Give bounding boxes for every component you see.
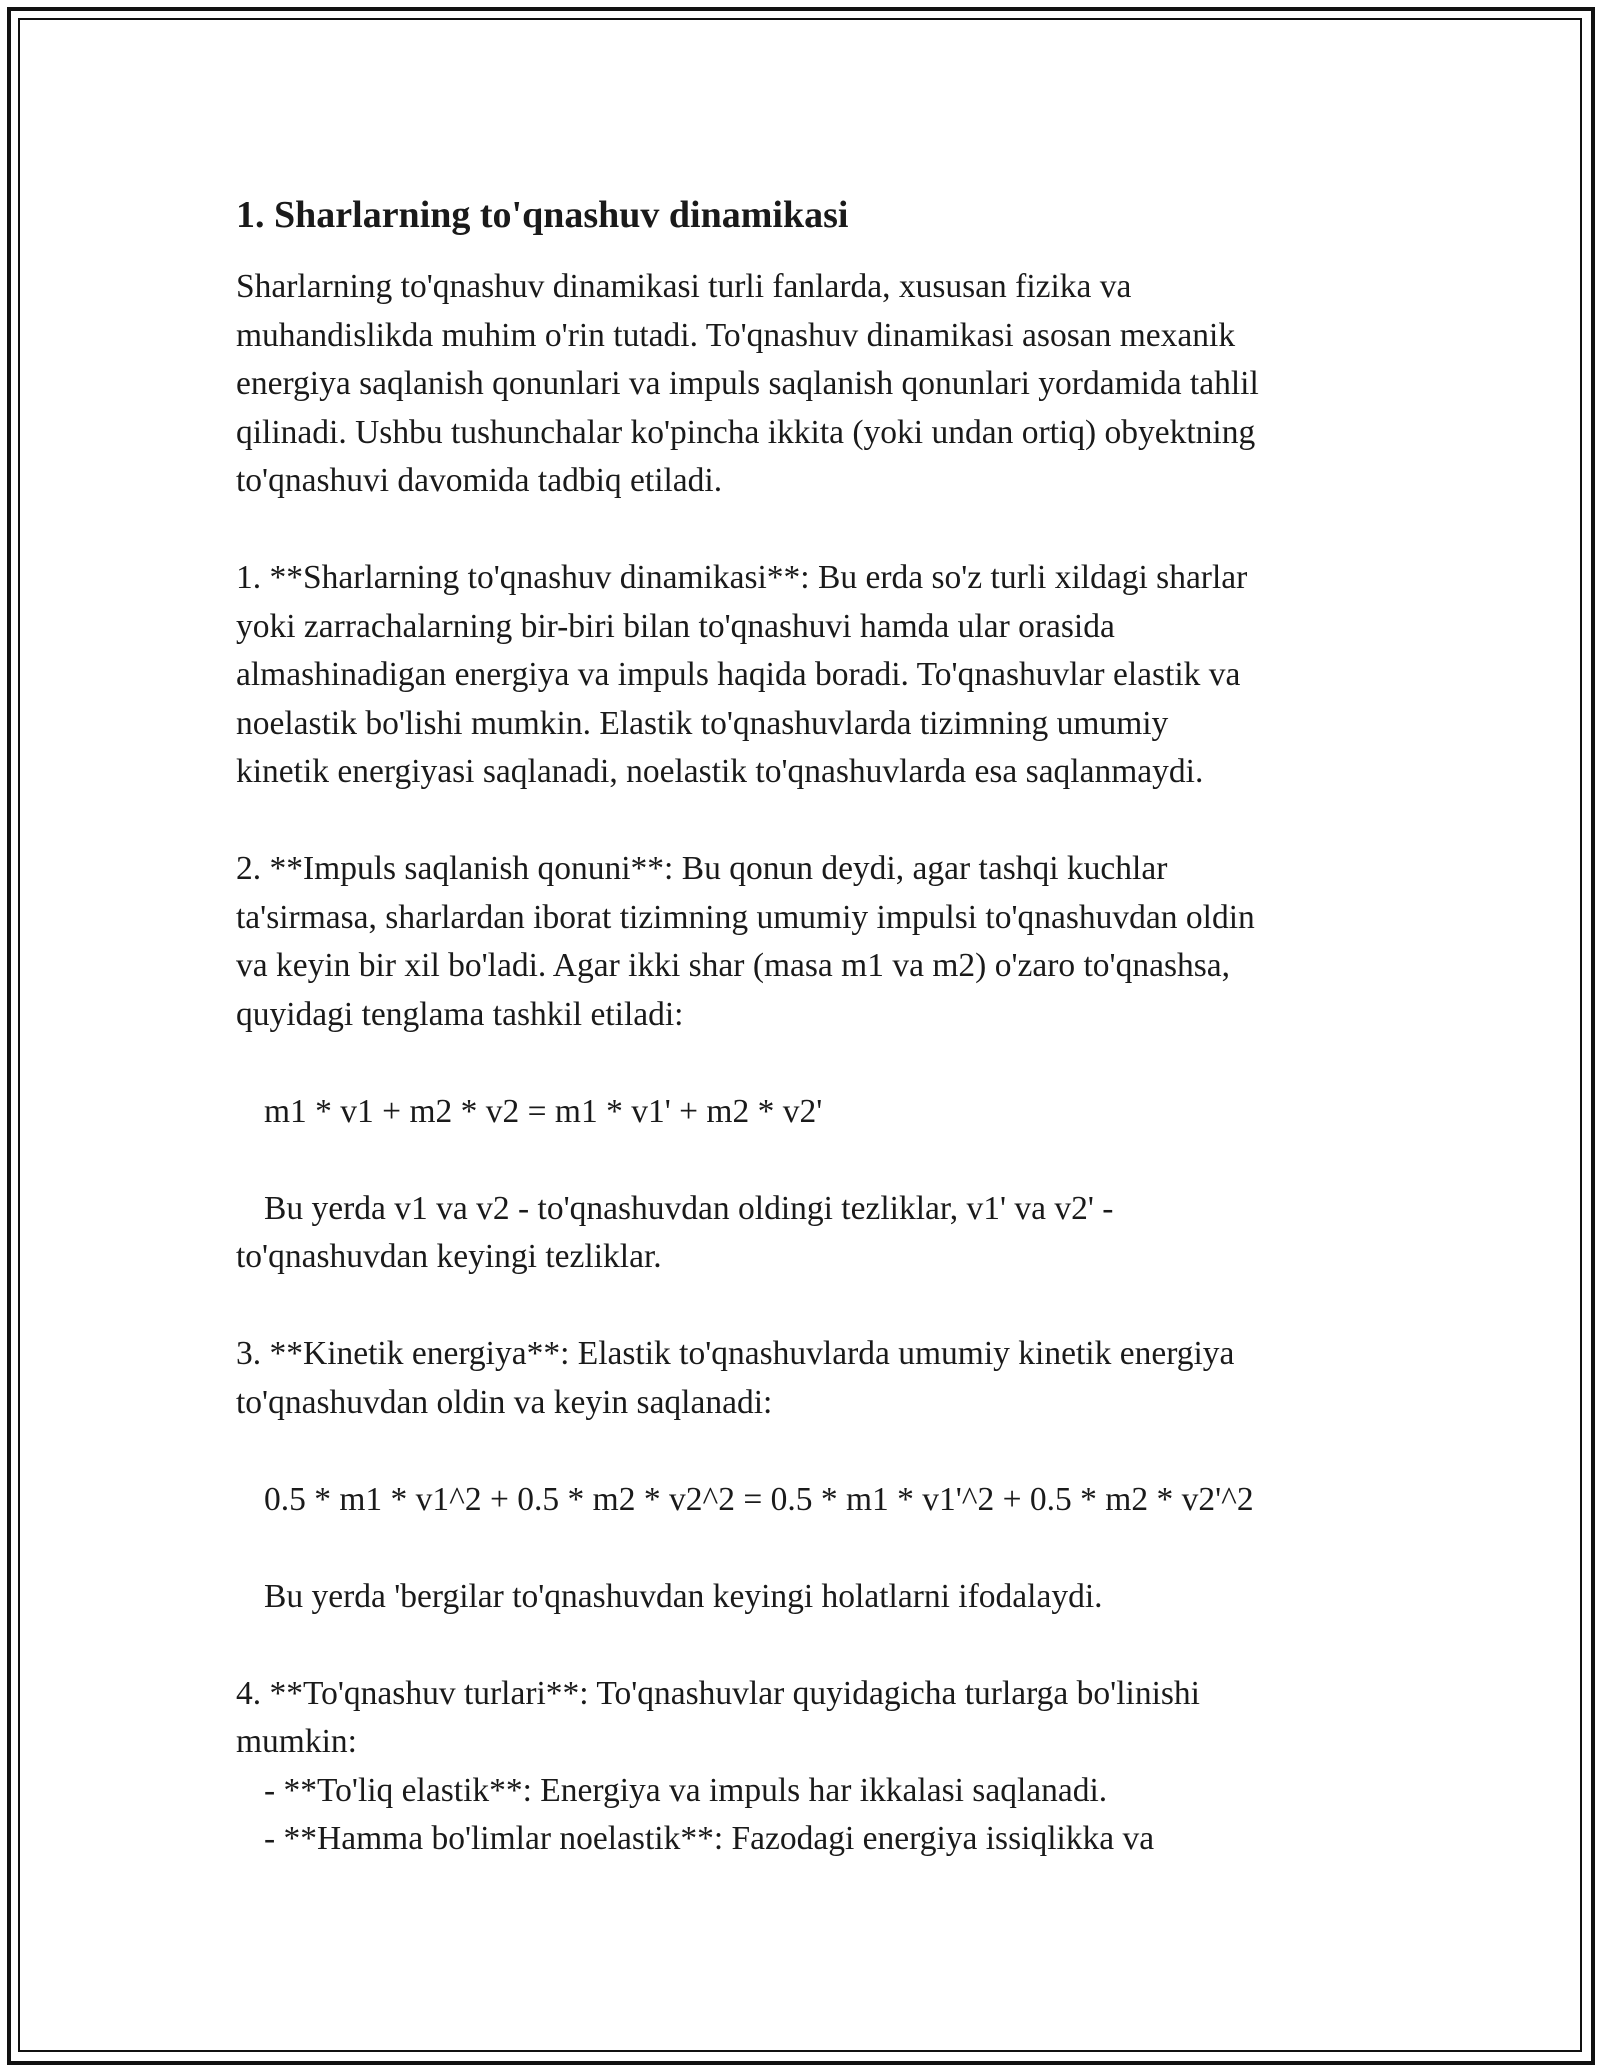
intro-paragraph <box>236 263 1416 506</box>
text-line: muhandislikda muhim o'rin tutadi. To'qnashuv dinamikasi asosan mexanik <box>236 316 1236 354</box>
energy-equation: 0.5 * m1 * v1^2 + 0.5 * m2 * v2^2 = 0.5 * m1 * v1'^2 + 0.5 * m2 * v2'^2 <box>264 1480 1254 1518</box>
section-4-paragraph <box>236 1670 1416 1864</box>
section-3-paragraph <box>236 1330 1416 1427</box>
text-line: energiya saqlanish qonunlari va impuls saqlanish qonunlari yordamida tahlil <box>236 365 1259 402</box>
document-title: 1. Sharlarning to'qnashuv dinamikasi <box>236 194 849 236</box>
text-line: 2. **Impuls saqlanish qonuni**: Bu qonun deydi, agar tashqi kuchlar <box>236 850 1168 887</box>
paragraph-spacer <box>236 1282 1416 1331</box>
equation-2-note: Bu yerda 'bergilar to'qnashuvdan keyingi holatlarni ifodalaydi. <box>264 1577 1103 1615</box>
text-line: va keyin bir xil bo'ladi. Agar ikki shar (masa m1 va m2) o'zaro to'qnashsa, <box>236 947 1231 984</box>
text-line: almashinadigan energiya va impuls haqida boradi. To'qnashuvlar elastik va <box>236 656 1241 693</box>
text-line: 3. **Kinetik energiya**: Elastik to'qnashuvlarda umumiy kinetik energiya <box>236 1335 1235 1372</box>
text-line: yoki zarrachalarning bir-biri bilan to'qnashuvi hamda ular orasida <box>236 607 1115 645</box>
text-line: to'qnashuvdan oldin va keyin saqlanadi: <box>236 1383 773 1421</box>
paragraph-spacer <box>236 506 1416 555</box>
text-line: Sharlarning to'qnashuv dinamikasi turli fanlarda, xususan fizika va <box>236 268 1132 305</box>
section-2-paragraph <box>236 845 1416 1039</box>
paragraph-spacer <box>236 1621 1416 1670</box>
text-line: qilinadi. Ushbu tushunchalar ko'pincha ikkita (yoki undan ortiq) obyektning <box>236 413 1256 451</box>
list-item: - **Hamma bo'limlar noelastik**: Fazodagi energiya issiqlikka va <box>264 1820 1155 1857</box>
paragraph-spacer <box>236 1136 1416 1185</box>
paragraph-spacer <box>236 1427 1416 1476</box>
list-item: - **To'liq elastik**: Energiya va impuls har ikkalasi saqlanadi. <box>264 1771 1108 1809</box>
text-line: quyidagi tenglama tashkil etiladi: <box>236 995 684 1033</box>
section-1-paragraph <box>236 554 1416 797</box>
text-line: 1. **Sharlarning to'qnashuv dinamikasi**: Bu erda so'z turli xildagi sharlar <box>236 559 1248 596</box>
text-line: kinetik energiyasi saqlanadi, noelastik to'qnashuvlarda esa saqlanmaydi. <box>236 753 1204 790</box>
paragraph-spacer <box>236 1039 1416 1088</box>
document-body <box>236 190 1416 1864</box>
text-line: ta'sirmasa, sharlardan iborat tizimning umumiy impulsi to'qnashuvdan oldin <box>236 898 1255 936</box>
text-line: to'qnashuvi davomida tadbiq etiladi. <box>236 462 723 499</box>
paragraph-spacer <box>236 797 1416 846</box>
text-line: 4. **To'qnashuv turlari**: To'qnashuvlar quyidagicha turlarga bo'linishi <box>236 1674 1200 1712</box>
momentum-equation: m1 * v1 + m2 * v2 = m1 * v1' + m2 * v2' <box>264 1092 823 1130</box>
paragraph-spacer <box>236 1524 1416 1573</box>
text-line: Bu yerda v1 va v2 - to'qnashuvdan oldingi tezliklar, v1' va v2' - <box>264 1189 1114 1227</box>
text-line: to'qnashuvdan keyingi tezliklar. <box>236 1238 662 1275</box>
text-line: noelastik bo'lishi mumkin. Elastik to'qnashuvlarda tizimning umumiy <box>236 704 1169 742</box>
text-line: mumkin: <box>236 1723 357 1760</box>
equation-1-note <box>236 1185 1416 1282</box>
